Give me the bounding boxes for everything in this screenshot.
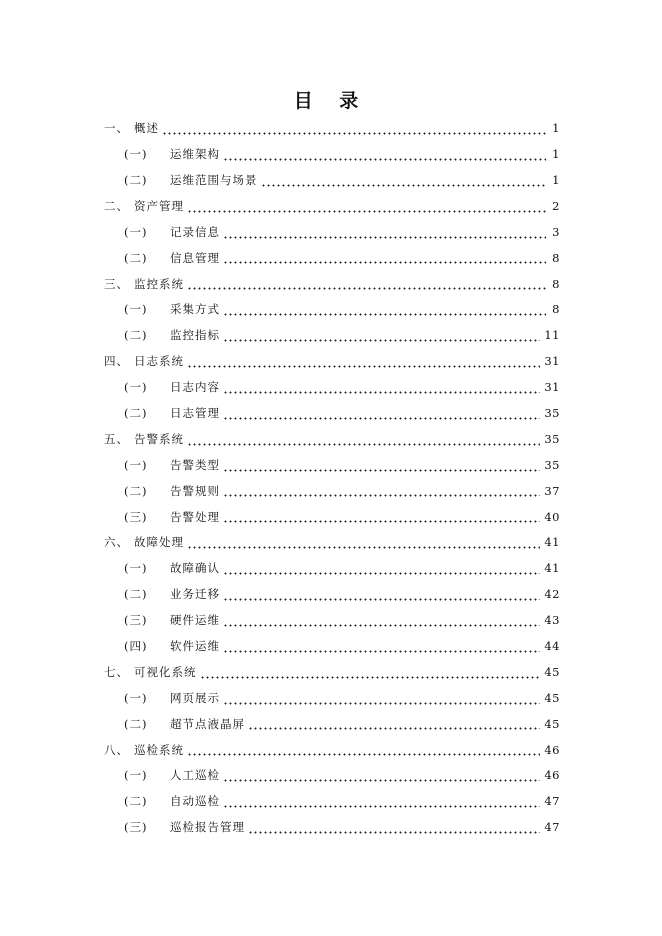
toc-dot-leader <box>223 563 540 575</box>
toc-entry-number: (三) <box>124 509 148 524</box>
toc-dot-leader <box>223 149 546 161</box>
toc-entry-label: 概述 <box>134 121 159 136</box>
toc-entry-number: (二) <box>124 587 148 602</box>
toc-section-entry[interactable] <box>104 556 560 582</box>
toc-section-entry[interactable] <box>104 711 560 737</box>
toc-entry-page-number: 47 <box>544 794 560 809</box>
toc-dot-leader <box>162 123 546 135</box>
toc-entry-number: (三) <box>124 613 148 628</box>
toc-entry-page-number: 41 <box>544 561 560 576</box>
toc-entry-number: 二、 <box>104 198 129 213</box>
toc-section-entry[interactable] <box>104 582 560 608</box>
toc-entry-page-number: 43 <box>544 613 560 628</box>
toc-entry-label: 信息管理 <box>170 250 220 265</box>
toc-chapter-entry[interactable] <box>104 737 560 763</box>
toc-entry-page-number: 35 <box>544 431 560 446</box>
toc-entry-label: 运维范围与场景 <box>170 172 258 187</box>
toc-section-entry[interactable] <box>104 297 560 323</box>
toc-entry-number: (一) <box>124 768 148 783</box>
table-of-contents <box>104 116 560 841</box>
toc-entry-label: 故障确认 <box>170 561 220 576</box>
toc-dot-leader <box>223 641 540 653</box>
toc-dot-leader <box>223 330 540 342</box>
toc-entry-page-number: 47 <box>544 820 560 835</box>
toc-dot-leader <box>223 615 540 627</box>
toc-dot-leader <box>223 485 540 497</box>
toc-entry-number: (一) <box>124 457 148 472</box>
toc-entry-label: 自动巡检 <box>170 794 220 809</box>
toc-section-entry[interactable] <box>104 815 560 841</box>
toc-entry-page-number: 37 <box>544 483 560 498</box>
toc-entry-page-number: 45 <box>544 664 560 679</box>
toc-section-entry[interactable] <box>104 375 560 401</box>
toc-entry-page-number: 8 <box>552 302 560 317</box>
toc-entry-number: (一) <box>124 561 148 576</box>
toc-entry-label: 日志管理 <box>170 405 220 420</box>
toc-entry-label: 记录信息 <box>170 224 220 239</box>
toc-entry-label: 人工巡检 <box>170 768 220 783</box>
toc-entry-label: 网页展示 <box>170 690 220 705</box>
toc-entry-number: (一) <box>124 690 148 705</box>
toc-entry-label: 日志内容 <box>170 380 220 395</box>
toc-section-entry[interactable] <box>104 478 560 504</box>
toc-entry-number: (一) <box>124 224 148 239</box>
toc-entry-page-number: 31 <box>544 354 560 369</box>
toc-entry-number: 八、 <box>104 742 129 757</box>
toc-entry-label: 业务迁移 <box>170 587 220 602</box>
toc-dot-leader <box>223 382 540 394</box>
toc-entry-page-number: 46 <box>544 768 560 783</box>
toc-dot-leader <box>187 744 540 756</box>
toc-entry-page-number: 35 <box>544 457 560 472</box>
toc-chapter-entry[interactable] <box>104 427 560 453</box>
toc-section-entry[interactable] <box>104 453 560 479</box>
toc-entry-page-number: 1 <box>552 172 560 187</box>
toc-entry-label: 巡检系统 <box>134 742 184 757</box>
toc-entry-number: 五、 <box>104 431 129 446</box>
toc-section-entry[interactable] <box>104 789 560 815</box>
toc-entry-label: 资产管理 <box>134 198 184 213</box>
toc-section-entry[interactable] <box>104 634 560 660</box>
toc-entry-label: 告警规则 <box>170 483 220 498</box>
toc-entry-page-number: 3 <box>552 224 560 239</box>
toc-entry-number: (二) <box>124 405 148 420</box>
toc-entry-label: 监控指标 <box>170 328 220 343</box>
toc-entry-number: (二) <box>124 483 148 498</box>
toc-dot-leader <box>248 718 540 730</box>
toc-chapter-entry[interactable] <box>104 349 560 375</box>
toc-entry-page-number: 42 <box>544 587 560 602</box>
toc-section-entry[interactable] <box>104 504 560 530</box>
toc-entry-label: 告警系统 <box>134 431 184 446</box>
toc-entry-page-number: 31 <box>544 380 560 395</box>
toc-section-entry[interactable] <box>104 401 560 427</box>
toc-dot-leader <box>261 175 547 187</box>
toc-dot-leader <box>200 667 541 679</box>
toc-entry-label: 日志系统 <box>134 354 184 369</box>
toc-entry-number: (一) <box>124 380 148 395</box>
toc-entry-number: 四、 <box>104 354 129 369</box>
toc-entry-page-number: 1 <box>552 147 560 162</box>
toc-entry-page-number: 46 <box>544 742 560 757</box>
toc-entry-label: 可视化系统 <box>134 664 197 679</box>
toc-entry-page-number: 1 <box>552 121 560 136</box>
toc-entry-number: 六、 <box>104 535 129 550</box>
toc-dot-leader <box>223 408 540 420</box>
toc-entry-number: (一) <box>124 147 148 162</box>
toc-entry-page-number: 45 <box>544 716 560 731</box>
toc-dot-leader <box>223 770 540 782</box>
toc-entry-page-number: 41 <box>544 535 560 550</box>
toc-entry-number: (二) <box>124 328 148 343</box>
toc-entry-page-number: 35 <box>544 405 560 420</box>
toc-entry-page-number: 44 <box>544 639 560 653</box>
toc-dot-leader <box>248 822 540 834</box>
toc-entry-page-number: 8 <box>552 276 560 291</box>
toc-dot-leader <box>187 537 540 549</box>
toc-entry-page-number: 45 <box>544 690 560 705</box>
toc-chapter-entry[interactable] <box>104 116 560 142</box>
toc-dot-leader <box>223 460 540 472</box>
toc-entry-number: (二) <box>124 716 148 731</box>
toc-dot-leader <box>223 304 546 316</box>
toc-entry-number: 七、 <box>104 664 129 679</box>
toc-entry-label: 故障处理 <box>134 535 184 550</box>
toc-dot-leader <box>187 356 540 368</box>
toc-entry-number: (一) <box>124 302 148 317</box>
toc-entry-label: 硬件运维 <box>170 613 220 628</box>
toc-entry-number: 三、 <box>104 276 129 291</box>
toc-dot-leader <box>187 434 540 446</box>
toc-section-entry[interactable] <box>104 245 560 271</box>
toc-dot-leader <box>223 589 540 601</box>
toc-section-entry[interactable] <box>104 686 560 712</box>
toc-section-entry[interactable] <box>104 168 560 194</box>
toc-entry-label: 巡检报告管理 <box>170 820 245 835</box>
toc-dot-leader <box>223 511 540 523</box>
toc-section-entry[interactable] <box>104 323 560 349</box>
toc-chapter-entry[interactable] <box>104 530 560 556</box>
toc-dot-leader <box>223 693 540 705</box>
toc-entry-number: (四) <box>124 639 148 653</box>
toc-entry-label: 监控系统 <box>134 276 184 291</box>
toc-entry-label: 软件运维 <box>170 639 220 653</box>
toc-entry-page-number: 40 <box>544 509 560 524</box>
toc-entry-page-number: 8 <box>552 250 560 265</box>
toc-entry-number: (二) <box>124 172 148 187</box>
toc-dot-leader <box>223 252 546 264</box>
toc-section-entry[interactable] <box>104 142 560 168</box>
toc-chapter-entry[interactable] <box>104 271 560 297</box>
toc-section-entry[interactable] <box>104 220 560 246</box>
toc-chapter-entry[interactable] <box>104 194 560 220</box>
toc-entry-page-number: 2 <box>552 198 560 213</box>
toc-entry-number: (二) <box>124 794 148 809</box>
toc-entry-page-number: 11 <box>544 328 560 343</box>
toc-section-entry[interactable] <box>104 608 560 634</box>
toc-dot-leader <box>223 796 540 808</box>
toc-entry-label: 采集方式 <box>170 302 220 317</box>
toc-chapter-entry[interactable] <box>104 660 560 686</box>
toc-entry-label: 告警处理 <box>170 509 220 524</box>
toc-entry-label: 超节点液晶屏 <box>170 716 245 731</box>
toc-section-entry[interactable] <box>104 763 560 789</box>
toc-entry-label: 告警类型 <box>170 457 220 472</box>
toc-entry-label: 运维架构 <box>170 147 220 162</box>
toc-entry-number: (二) <box>124 250 148 265</box>
toc-dot-leader <box>223 227 546 239</box>
toc-dot-leader <box>187 278 546 290</box>
toc-dot-leader <box>187 201 546 213</box>
toc-entry-number: (三) <box>124 820 148 835</box>
page-title: 目 录 <box>293 90 369 112</box>
toc-entry-number: 一、 <box>104 121 129 136</box>
